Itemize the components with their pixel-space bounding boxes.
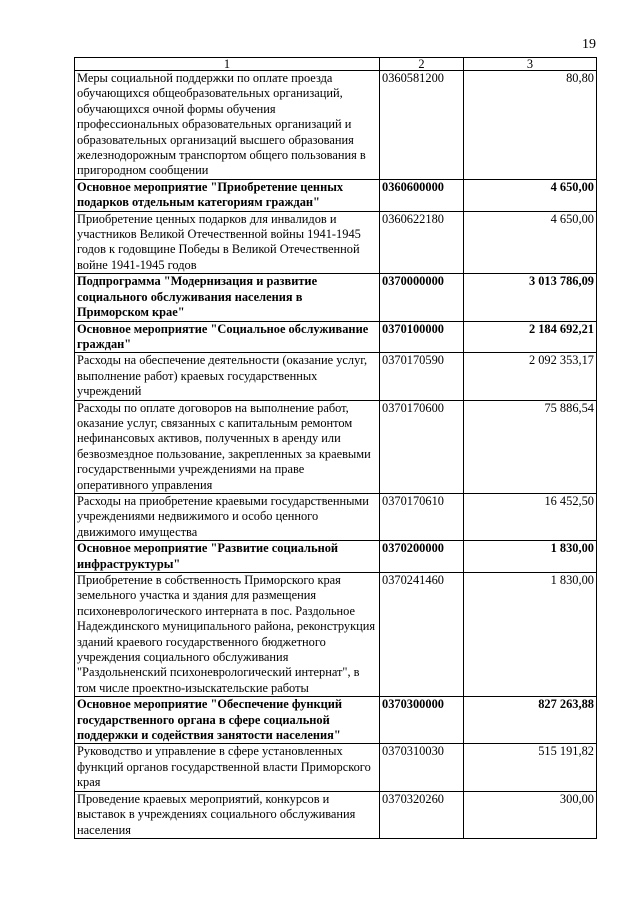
row-code: 0370310030 bbox=[380, 744, 464, 791]
row-amount: 300,00 bbox=[464, 791, 597, 838]
table-row bbox=[75, 274, 597, 321]
table-row bbox=[75, 71, 597, 180]
column-header-3: 3 bbox=[464, 58, 597, 71]
page-number: 19 bbox=[582, 37, 596, 52]
table-body bbox=[75, 71, 597, 839]
row-code: 0370170600 bbox=[380, 400, 464, 493]
row-name: Подпрограмма "Модернизация и развитие социального обслуживания населения в Приморском крае" bbox=[75, 274, 380, 321]
row-code: 0370320260 bbox=[380, 791, 464, 838]
table-row bbox=[75, 493, 597, 540]
table-row bbox=[75, 321, 597, 353]
row-code: 0360600000 bbox=[380, 179, 464, 211]
row-name: Основное мероприятие "Приобретение ценных подарков отдельным категориям граждан" bbox=[75, 179, 380, 211]
table-row bbox=[75, 179, 597, 211]
row-amount: 827 263,88 bbox=[464, 697, 597, 744]
row-code: 0370100000 bbox=[380, 321, 464, 353]
row-code: 0370300000 bbox=[380, 697, 464, 744]
row-amount: 3 013 786,09 bbox=[464, 274, 597, 321]
table-header-row bbox=[75, 58, 597, 71]
row-name: Руководство и управление в сфере установленных функций органов государственной власти Приморского края bbox=[75, 744, 380, 791]
row-amount: 1 830,00 bbox=[464, 573, 597, 697]
row-name: Расходы на обеспечение деятельности (оказание услуг, выполнение работ) краевых государственных учреждений bbox=[75, 353, 380, 400]
budget-table bbox=[74, 57, 597, 839]
row-amount: 16 452,50 bbox=[464, 493, 597, 540]
row-name: Меры социальной поддержки по оплате проезда обучающихся общеобразовательных организаций, обучающихся очной формы обучения профессиональных образовательных организаций и образовательных организаций высшего образования железнодорожным транспортом общего пользования в пригородном сообщении bbox=[75, 71, 380, 180]
row-code: 0360622180 bbox=[380, 211, 464, 274]
row-name: Расходы по оплате договоров на выполнение работ, оказание услуг, связанных с капитальным ремонтом нефинансовых активов, полученных в аренду или безвозмездное пользование, закрепленных за краевыми государственными учреждениями на праве оперативного управления bbox=[75, 400, 380, 493]
row-amount: 75 886,54 bbox=[464, 400, 597, 493]
row-amount: 2 184 692,21 bbox=[464, 321, 597, 353]
row-code: 0370000000 bbox=[380, 274, 464, 321]
table-row bbox=[75, 541, 597, 573]
row-name: Основное мероприятие "Социальное обслуживание граждан" bbox=[75, 321, 380, 353]
table-row bbox=[75, 744, 597, 791]
row-amount: 80,80 bbox=[464, 71, 597, 180]
row-name: Основное мероприятие "Обеспечение функций государственного органа в сфере социальной поддержки и содействия занятости населения" bbox=[75, 697, 380, 744]
column-header-1: 1 bbox=[75, 58, 380, 71]
row-amount: 515 191,82 bbox=[464, 744, 597, 791]
column-header-2: 2 bbox=[380, 58, 464, 71]
row-name: Приобретение ценных подарков для инвалидов и участников Великой Отечественной войны 1941-1945 годов к годовщине Победы в Великой Отечественной войне 1941-1945 годов bbox=[75, 211, 380, 274]
table-row bbox=[75, 697, 597, 744]
row-code: 0370170610 bbox=[380, 493, 464, 540]
row-name: Расходы на приобретение краевыми государственными учреждениями недвижимого и особо ценного движимого имущества bbox=[75, 493, 380, 540]
row-amount: 1 830,00 bbox=[464, 541, 597, 573]
row-amount: 2 092 353,17 bbox=[464, 353, 597, 400]
row-code: 0370170590 bbox=[380, 353, 464, 400]
row-name: Основное мероприятие "Развитие социальной инфраструктуры" bbox=[75, 541, 380, 573]
row-code: 0370200000 bbox=[380, 541, 464, 573]
row-code: 0370241460 bbox=[380, 573, 464, 697]
row-amount: 4 650,00 bbox=[464, 211, 597, 274]
table-row bbox=[75, 211, 597, 274]
table-row bbox=[75, 791, 597, 838]
row-code: 0360581200 bbox=[380, 71, 464, 180]
row-name: Проведение краевых мероприятий, конкурсов и выставок в учреждениях социального обслуживания населения bbox=[75, 791, 380, 838]
table-row bbox=[75, 400, 597, 493]
table-row bbox=[75, 353, 597, 400]
table-row bbox=[75, 573, 597, 697]
row-name: Приобретение в собственность Приморского края земельного участка и здания для размещения психоневрологического интерната в пос. Раздольное Надеждинского муниципального района, реконструкция зданий краевого государственного бюджетного учреждения социального обслуживания "Раздольненский психоневрологический интернат", в том числе проектно-изыскательские работы bbox=[75, 573, 380, 697]
row-amount: 4 650,00 bbox=[464, 179, 597, 211]
